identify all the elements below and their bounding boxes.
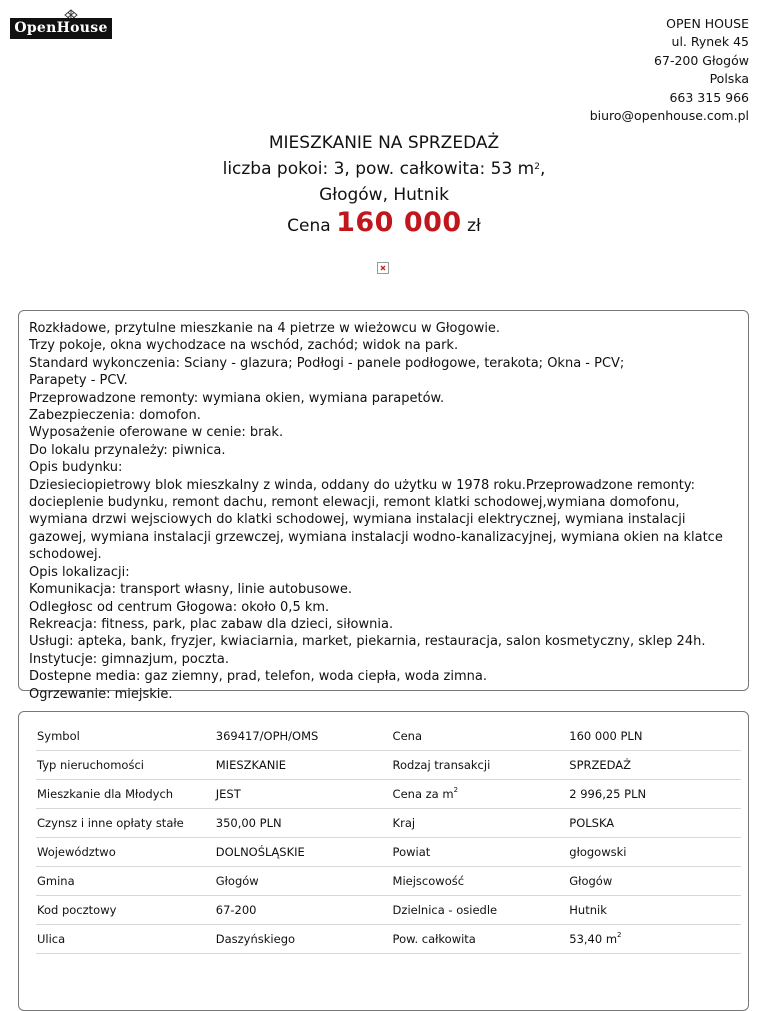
broken-image-icon[interactable]	[377, 262, 389, 274]
description-line: Do lokalu przynależy: piwnica.	[29, 442, 226, 458]
agency-country: Polska	[709, 71, 749, 87]
description-line: Wyposażenie oferowane w cenie: brak.	[29, 425, 284, 441]
description-line: Standard wykonczenia: Sciany - glazura; Podłogi - panele podłogowe, terakota; Okna - PCV;	[29, 355, 625, 371]
detail-label: Miejscowość	[393, 867, 570, 896]
details-row	[36, 838, 741, 867]
price-currency: zł	[467, 216, 481, 236]
detail-value: Daszyńskiego	[216, 925, 393, 954]
description-line: Dziesieciopietrowy blok mieszkalny z winda, oddany do użytku w 1978 roku.Przeprowadzone remonty: docieplenie budynku, remont dachu, remont elewacji, remont klatki schodowej,wymiana domofonu, wymiana drzwi wejsciowych do klatki schodowej, wymiana instalacji elektrycznej, wymiana instalacji gazowej, wymiana instalacji grzewczej, wymiana instalacji wodno-kanalizacyjnej, wymiana okien na klatce schodowej.	[29, 477, 723, 563]
description-line: Opis lokalizacji:	[29, 564, 130, 580]
description-line: Dostepne media: gaz ziemny, prad, telefon, woda ciepła, woda zimna.	[29, 669, 487, 685]
detail-label: Województwo	[36, 838, 216, 867]
description-line: Trzy pokoje, okna wychodzace na wschód, zachód; widok na park.	[29, 338, 459, 354]
description-line: Zabezpieczenia: domofon.	[29, 408, 201, 424]
detail-value: POLSKA	[569, 809, 741, 838]
details-row	[36, 896, 741, 925]
description-line: Instytucje: gimnazjum, poczta.	[29, 651, 229, 667]
description-line: Parapety - PCV.	[29, 373, 128, 389]
detail-label: Gmina	[36, 867, 216, 896]
logo-wordmark: OpenHouse	[10, 18, 112, 39]
details-box	[18, 711, 749, 1011]
detail-value: MIESZKANIE	[216, 751, 393, 780]
detail-value: JEST	[216, 780, 393, 809]
detail-label: Cena za $m^2$	[393, 780, 570, 809]
detail-label: Kod pocztowy	[36, 896, 216, 925]
detail-label: Typ nieruchomości	[36, 751, 216, 780]
detail-label: Cena	[393, 722, 570, 751]
detail-label: Dzielnica - osiedle	[393, 896, 570, 925]
price-value: 160 000	[336, 207, 462, 238]
details-row	[36, 751, 741, 780]
agency-contact	[590, 15, 749, 125]
price-line	[0, 207, 768, 238]
detail-value: Głogów	[216, 867, 393, 896]
agency-name: OPEN HOUSE	[666, 16, 749, 31]
detail-label: Ulica	[36, 925, 216, 954]
agency-email[interactable]: biuro@openhouse.com.pl	[589, 108, 749, 124]
description-line: Usługi: apteka, bank, fryzjer, kwiaciarnia, market, piekarnia, restauracja, salon kosmetyczny, sklep 24h.	[29, 634, 706, 650]
detail-value: SPRZEDAŻ	[569, 751, 741, 780]
details-row	[36, 867, 741, 896]
description-line: Opis budynku:	[29, 460, 123, 476]
detail-value: DOLNOŚLĄSKIE	[216, 838, 393, 867]
detail-value: 67-200	[216, 896, 393, 925]
agency-postal-city: 67-200 Głogów	[654, 52, 749, 68]
listing-title: MIESZKANIE NA SPRZEDAŻ	[268, 133, 500, 153]
description-line: Odległosc od centrum Głogowa: około 0,5 km.	[29, 599, 330, 615]
detail-value: 369417/OPH/OMS	[216, 722, 393, 751]
detail-label: Czynsz i inne opłaty stałe	[36, 809, 216, 838]
detail-value: 53,40 $m^2$	[569, 925, 741, 954]
openhouse-logo	[10, 9, 112, 39]
detail-value: 160 000 PLN	[569, 722, 741, 751]
detail-label: Kraj	[393, 809, 570, 838]
agency-street: ul. Rynek 45	[671, 34, 749, 50]
description-line: Ogrzewanie: miejskie.	[29, 686, 173, 702]
agency-phone: 663 315 966	[669, 89, 749, 105]
listing-subtitle: liczba pokoi: 3, pow. całkowita: 53 $m^2$,	[222, 159, 546, 179]
details-row	[36, 722, 741, 751]
detail-label: Powiat	[393, 838, 570, 867]
details-row	[36, 925, 741, 954]
detail-value: Hutnik	[569, 896, 741, 925]
detail-label: Pow. całkowita	[393, 925, 570, 954]
detail-label: Symbol	[36, 722, 216, 751]
details-row	[36, 780, 741, 809]
detail-value: 2 996,25 PLN	[569, 780, 741, 809]
listing-headline	[0, 130, 768, 208]
description-line: Rozkładowe, przytulne mieszkanie na 4 pietrze w wieżowcu w Głogowie.	[29, 321, 501, 336]
detail-value: Głogów	[569, 867, 741, 896]
description-line: Rekreacja: fitness, park, plac zabaw dla dzieci, siłownia.	[29, 616, 394, 632]
price-label: Cena	[287, 216, 331, 236]
description-line: Komunikacja: transport własny, linie autobusowe.	[29, 582, 352, 598]
detail-value: 350,00 PLN	[216, 809, 393, 838]
detail-value: głogowski	[569, 838, 741, 867]
listing-location: Głogów, Hutnik	[319, 185, 449, 205]
details-table	[36, 722, 741, 954]
detail-label: Mieszkanie dla Młodych	[36, 780, 216, 809]
details-row	[36, 809, 741, 838]
description-line: Przeprowadzone remonty: wymiana okien, wymiana parapetów.	[29, 390, 445, 406]
description-box	[18, 310, 749, 702]
detail-label: Rodzaj transakcji	[393, 751, 570, 780]
